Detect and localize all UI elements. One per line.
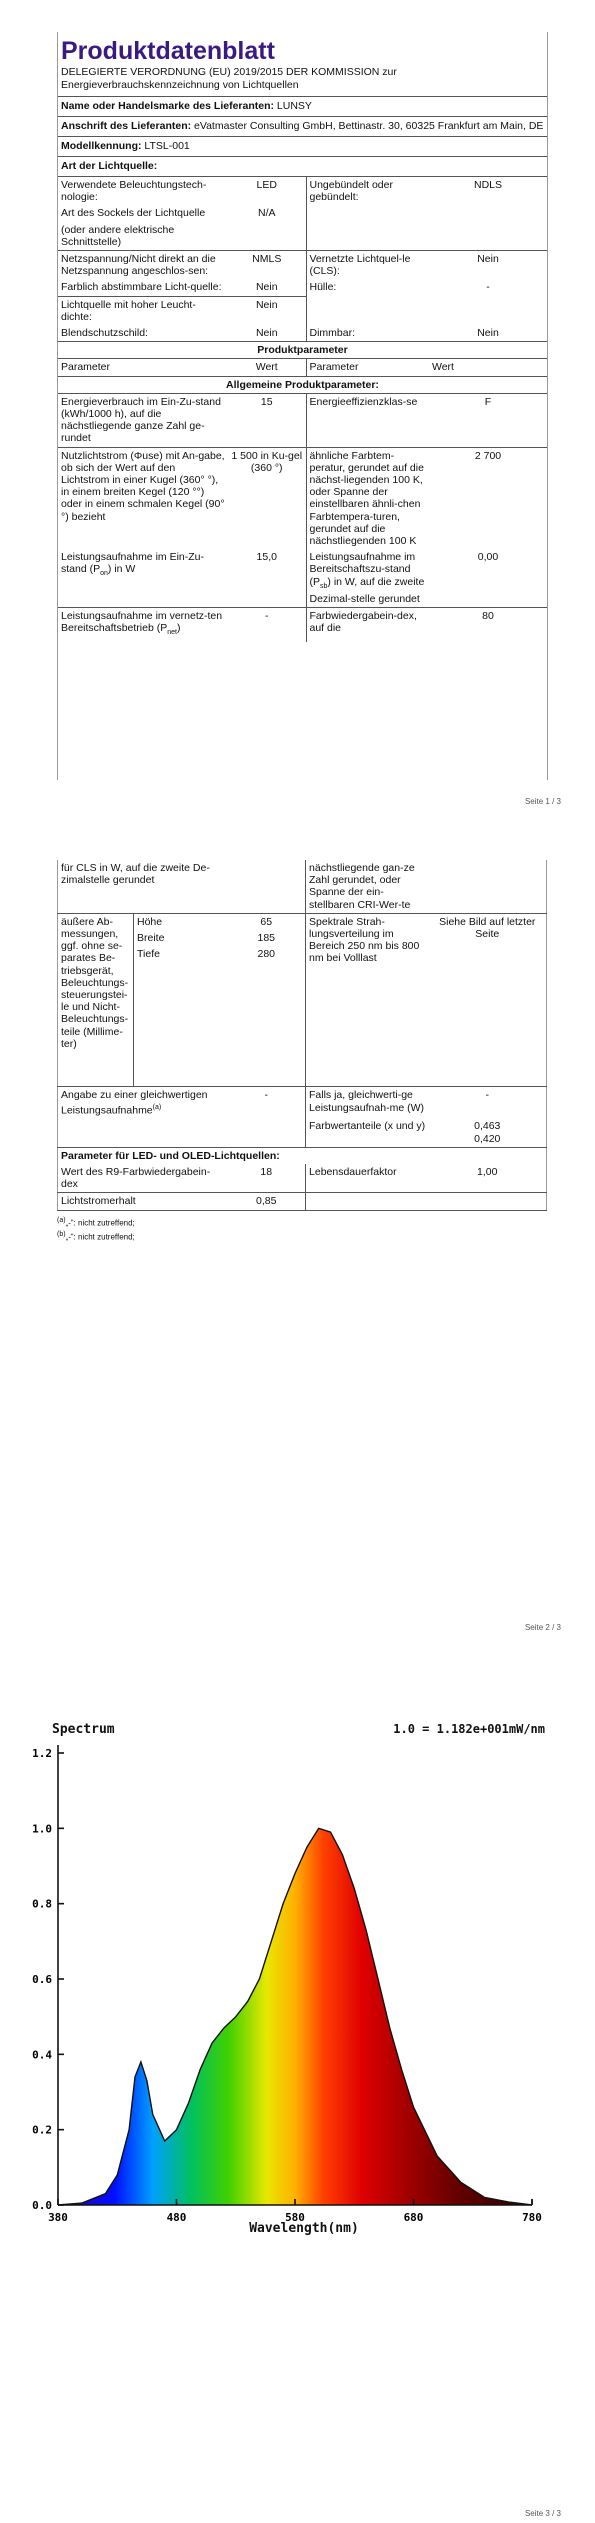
maint-label: Lichtstromerhalt — [58, 1193, 228, 1210]
y-tick-label: 1.0 — [32, 1822, 52, 1836]
connected-value: Nein — [429, 251, 547, 280]
supplier-address-row — [58, 116, 547, 136]
width-label: Breite — [137, 932, 165, 945]
socket-label: Art des Sockels der Lichtquelle — [61, 207, 206, 220]
x-tick-label: 580 — [285, 2211, 305, 2224]
equiv-value: - — [228, 1087, 306, 1118]
dimmable-value: Nein — [477, 327, 499, 340]
supplier-name-label: Name oder Handelsmarke des Lieferanten: — [61, 100, 274, 112]
cri-value: 80 — [429, 608, 547, 642]
glare-value: Nein — [228, 325, 306, 342]
equiv-power-value: - — [429, 1087, 547, 1118]
footnote-b: (b)„-“: nicht zutreffend; — [57, 1231, 135, 1242]
standby-label: Leistungsaufnahme im Bereitschaftszu-stand $(P_{sb})$ in W, auf die zweite Dezimal-stelle gerundet — [309, 551, 425, 605]
r9-value: 18 — [228, 1164, 306, 1193]
depth-value: 280 — [228, 946, 306, 962]
width-value: 185 — [228, 930, 306, 946]
product-params-heading: Produktparameter — [58, 342, 547, 359]
col-param-right: Parameter — [306, 359, 429, 376]
cri-label-cont: nächstliegende gan-ze Zahl gerundet, oder Spanne der ein-stellbaren CRI-Wer-te — [309, 862, 415, 911]
cct-label: ähnliche Farbtem-peratur, gerundet auf die nächst-liegenden 100 K, oder Spanne der einstellbaren ähnli-chen Farbtempera-turen, gerundet auf die nächstliegenden 100 K — [306, 447, 429, 549]
envelope-label: Hülle: — [309, 281, 337, 294]
maint-value: 0,85 — [228, 1193, 306, 1210]
nondirectional-label: Ungebündelt oder gebündelt: — [309, 179, 393, 204]
datasheet-frame — [57, 32, 548, 780]
standby-value: 0,00 — [477, 551, 499, 564]
lifetime-value: 1,00 — [477, 1165, 498, 1178]
chroma-values: 0,463 0,420 — [474, 1120, 501, 1145]
nondirectional-value: NDLS — [473, 179, 502, 191]
height-value: 65 — [228, 913, 306, 930]
tech-value: LED — [228, 177, 306, 205]
height-label: Höhe — [134, 913, 228, 930]
supplier-name-value: LUNSY — [276, 100, 312, 112]
socket-value: N/A — [228, 205, 306, 221]
tunable-value: Nein — [228, 279, 306, 296]
netstandby-value: - — [228, 608, 306, 642]
equiv-power-label: Falls ja, gleichwerti-ge Leistungsaufnah-me (W) — [306, 1087, 429, 1118]
y-tick-label: 0.6 — [32, 1973, 52, 1986]
power-on-value: 15,0 — [228, 549, 306, 607]
params-table-continued — [57, 860, 547, 1211]
chroma-label: Farbwertanteile (x und y) — [309, 1120, 426, 1133]
cri-label: Farbwiedergabein-dex, auf die — [306, 608, 429, 642]
energy-class-label: Energieeffizienzklas-se — [309, 395, 418, 408]
netstandby-label: Leistungsaufnahme im vernetz-ten Bereitschaftsbetrieb $(P_{net})$ — [58, 608, 228, 642]
page-3 — [0, 1715, 595, 2523]
mains-value: NMLS — [228, 251, 306, 280]
model-row — [58, 136, 547, 156]
general-params-heading: Allgemeine Produktparameter: — [58, 376, 547, 393]
equiv-label: Angabe zu einer gleichwertigen Leistungsaufnahme$^{(a)}$ — [58, 1087, 228, 1118]
mains-label: Netzspannung/Nicht direkt an die Netzspannung angeschlos-sen: — [58, 251, 228, 280]
tech-label: Verwendete Beleuchtungstech-nologie: — [61, 179, 207, 204]
supplier-name-row — [58, 96, 547, 116]
y-tick-label: 1.2 — [32, 1747, 52, 1760]
highlum-value: Nein — [228, 296, 306, 325]
dims-label: äußere Ab-messungen, ggf. ohne se-parates Be-triebsgerät, Beleuchtungs-steuerungstei-le und Nicht-Beleuchtungs-teile (Millime-ter) — [58, 913, 134, 1087]
flux-label: Nutzlichtstrom (Φuse) mit An-gabe, ob sich der Wert auf den Lichtstrom in einer Kugel (360° °), in einem breiten Kegel (120 °°) oder in einem schmalen Kegel (90° °) bezieht — [58, 447, 228, 549]
col-value-left: Wert — [228, 359, 306, 376]
lightsource-type-heading: Art der Lichtquelle: — [58, 156, 547, 177]
spectrum-value: Siehe Bild auf letzter Seite — [429, 913, 547, 1087]
x-tick-label: 380 — [48, 2211, 68, 2224]
power-on-label: Leistungsaufnahme im Ein-Zu-stand $(P_{on})$ in W — [61, 551, 204, 578]
spectrum-chart — [0, 1715, 595, 2255]
model-value: LTSL-001 — [144, 140, 190, 152]
model-label: Modellkennung: — [61, 140, 142, 152]
netstandby-label-cont: für CLS in W, auf die zweite De-zimalstelle gerundet — [61, 862, 210, 887]
highlum-label: Lichtquelle mit hoher Leucht-dichte: — [58, 296, 228, 325]
x-tick-label: 780 — [522, 2211, 542, 2224]
x-tick-label: 480 — [166, 2211, 187, 2224]
page-title: Produktdatenblatt — [61, 37, 275, 65]
energy-label: Energieverbrauch im Ein-Zu-stand (kWh/1000 h), auf die nächstliegende ganze Zahl ge-rundet — [61, 395, 221, 445]
glare-label: Blendschutzschild: — [61, 327, 148, 340]
connected-label: Vernetzte Lichtquel-le (CLS): — [306, 251, 429, 280]
x-tick-label: 680 — [403, 2211, 424, 2224]
y-tick-label: 0.0 — [32, 2199, 52, 2212]
page-number: Seite 3 / 3 — [524, 2509, 561, 2518]
envelope-value: - — [486, 281, 490, 294]
page-number: Seite 2 / 3 — [524, 1623, 561, 1632]
x-axis-label: Wavelength(nm) — [249, 2221, 359, 2236]
flux-value: 1 500 in Ku-gel (360 °) — [228, 447, 306, 549]
tunable-label: Farblich abstimmbare Licht-quelle: — [61, 281, 222, 294]
lifetime-label: Lebensdauerfaktor — [309, 1165, 397, 1178]
socket-note: (oder andere elektrische Schnittstelle) — [61, 223, 175, 248]
depth-label: Tiefe — [137, 948, 160, 961]
r9-label: Wert des R9-Farbwiedergabein-dex — [61, 1165, 211, 1191]
spectrum-label: Spektrale Strah-lungsverteilung im Bereich 250 nm bis 800 nm bei Volllast — [306, 913, 429, 1087]
page-1 — [0, 0, 595, 810]
page-number: Seite 1 / 3 — [524, 797, 561, 806]
chart-title: Spectrum — [52, 1722, 115, 1737]
energy-value: 15 — [228, 393, 306, 447]
page-2 — [0, 860, 595, 1670]
col-param-left: Parameter — [58, 359, 228, 376]
cct-value: 2 700 — [429, 447, 547, 549]
led-params-heading: Parameter für LED- und OLED-Lichtquellen: — [58, 1147, 547, 1164]
y-tick-label: 0.2 — [32, 2123, 52, 2137]
chart-annotation: 1.0 = 1.182e+001mW/nm — [393, 1722, 545, 1736]
spectrum-fill — [58, 1753, 532, 2205]
regulation-intro: DELEGIERTE VERORDNUNG (EU) 2019/2015 DER KOMMISSION zur Energieverbrauchskennzeichnung von Lichtquellen — [61, 66, 397, 91]
energy-class-value: F — [484, 395, 492, 408]
y-tick-label: 0.8 — [32, 1897, 52, 1911]
col-value-right: Wert — [429, 359, 547, 376]
lightsource-table — [58, 177, 547, 642]
dimmable-label: Dimmbar: — [309, 327, 356, 340]
footnote-a: (a)„-“: nicht zutreffend; — [57, 1216, 135, 1228]
y-tick-label: 0.4 — [32, 2048, 52, 2062]
supplier-address-value: eVatmaster Consulting GmbH, Bettinastr. 30, 60325 Frankfurt am Main, DE — [194, 120, 544, 132]
supplier-address-label: Anschrift des Lieferanten: — [61, 120, 192, 132]
